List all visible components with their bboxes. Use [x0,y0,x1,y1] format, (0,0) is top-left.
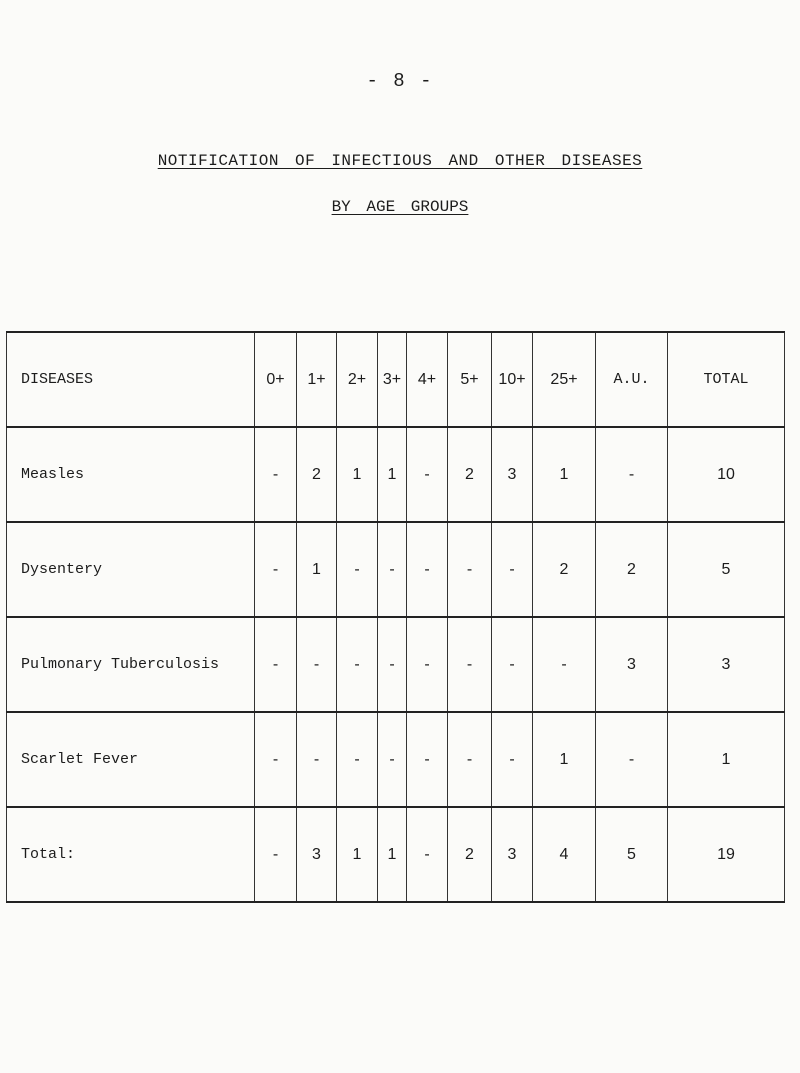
table-cell: - [492,617,533,712]
table-cell: 4 [533,807,596,902]
header-age-0: 0+ [255,332,297,427]
page-title-text: NOTIFICATION OF INFECTIOUS AND OTHER DISEASES [157,152,643,170]
table-cell: - [337,617,378,712]
row-disease-name: Scarlet Fever [7,712,255,807]
table-cell: 1 [337,427,378,522]
table-cell: 1 [378,807,407,902]
header-total: TOTAL [668,332,785,427]
table-cell: 2 [297,427,337,522]
table-row [7,617,785,712]
table-cell: - [492,522,533,617]
table-cell: - [448,617,492,712]
table-cell: 2 [448,427,492,522]
table-row [7,427,785,522]
table-cell: 5 [596,807,668,902]
header-age-25: 25+ [533,332,596,427]
table-cell: 1 [337,807,378,902]
header-age-5: 5+ [448,332,492,427]
row-disease-name: Measles [7,427,255,522]
table-cell: - [407,807,448,902]
header-age-10: 10+ [492,332,533,427]
table-cell: 2 [596,522,668,617]
diseases-table [6,331,785,903]
table-cell: 3 [596,617,668,712]
table-cell: - [255,712,297,807]
table-cell: 2 [448,807,492,902]
table-cell: 1 [668,712,785,807]
table-cell: 3 [297,807,337,902]
table-cell: 3 [492,807,533,902]
table-cell: - [533,617,596,712]
table-cell: 1 [533,427,596,522]
table-header-row [7,332,785,427]
header-age-2: 2+ [337,332,378,427]
table-cell: - [448,712,492,807]
page-subtitle [0,198,800,216]
table-cell: - [407,522,448,617]
table-cell: 19 [668,807,785,902]
table-cell: - [407,427,448,522]
table-cell: - [255,617,297,712]
table-cell: - [407,617,448,712]
total-row [7,807,785,902]
page-subtitle-text: BY AGE GROUPS [331,198,469,216]
header-age-unknown: A.U. [596,332,668,427]
table-cell: - [378,522,407,617]
table-cell: 3 [492,427,533,522]
table-cell: - [596,712,668,807]
table-cell: 1 [533,712,596,807]
header-diseases: DISEASES [7,332,255,427]
header-age-1: 1+ [297,332,337,427]
table-cell: - [255,522,297,617]
header-age-3: 3+ [378,332,407,427]
table-row [7,522,785,617]
table-cell: - [337,712,378,807]
table-cell: 1 [378,427,407,522]
table-cell: - [255,807,297,902]
table-cell: 3 [668,617,785,712]
table-cell: - [255,427,297,522]
row-disease-name: Dysentery [7,522,255,617]
table-cell: - [297,617,337,712]
table-row [7,712,785,807]
page-title [0,152,800,170]
table-cell: - [297,712,337,807]
table-cell: - [492,712,533,807]
table-cell: - [448,522,492,617]
table-cell: - [407,712,448,807]
table-cell: - [596,427,668,522]
table-cell: 1 [297,522,337,617]
table-cell: 2 [533,522,596,617]
table-cell: 5 [668,522,785,617]
table-cell: 10 [668,427,785,522]
row-disease-name: Pulmonary Tuberculosis [7,617,255,712]
header-age-4: 4+ [407,332,448,427]
table-cell: - [378,712,407,807]
table-cell: - [378,617,407,712]
table-cell: - [337,522,378,617]
row-disease-name: Total: [7,807,255,902]
page-number: - 8 - [366,70,434,92]
